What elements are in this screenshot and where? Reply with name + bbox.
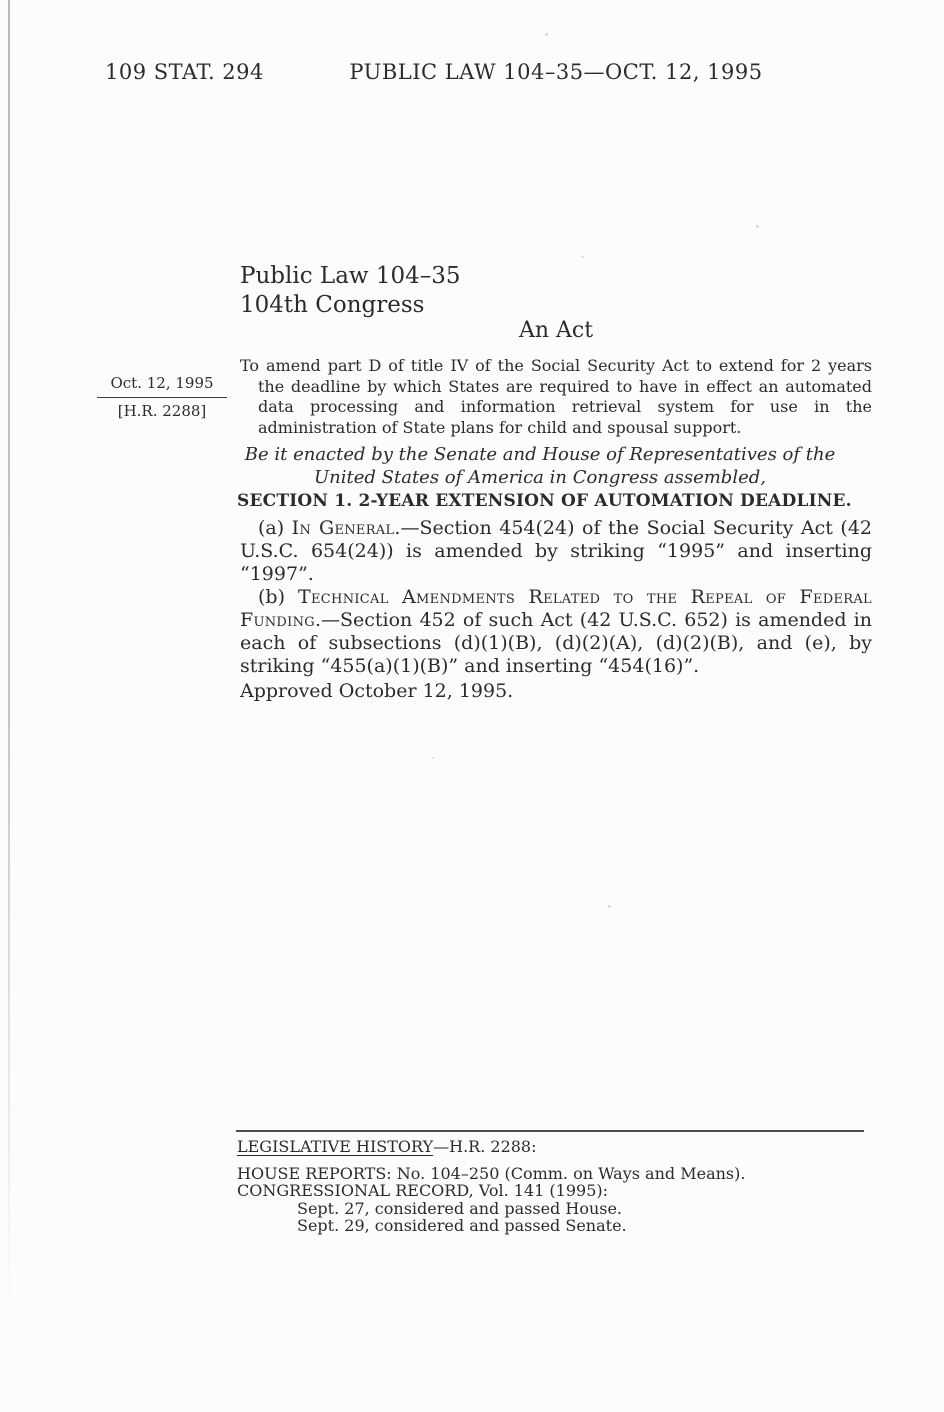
- law-title-block: [240, 262, 461, 320]
- legislative-history-heading-underlined: LEGISLATIVE HISTORY: [237, 1137, 434, 1156]
- legislative-history-heading-rest: —H.R. 2288:: [433, 1137, 537, 1156]
- scan-speck: [608, 905, 611, 908]
- record-house-line: Sept. 27, considered and passed House.: [297, 1198, 623, 1218]
- scan-edge-artifact: [8, 0, 10, 1310]
- subsection-a-smallcaps-title: In General: [291, 517, 395, 539]
- legislative-history-heading: [237, 1138, 877, 1156]
- approved-line: Approved October 12, 1995.: [240, 680, 514, 702]
- subsection-b-text: .—Section 452 of such Act (42 U.S.C. 652) is amended in each of subsections (d)(1)(B), (d)(2)(A), (d)(2)(B), and (e), by striking “455(a)(1)(B)” and inserting “454(16)”.: [240, 609, 872, 677]
- margin-sidenotes: [97, 374, 227, 421]
- subsection-b: [240, 586, 872, 678]
- sidenote-bill-number: [H.R. 2288]: [117, 402, 207, 420]
- scan-speck: [756, 225, 759, 228]
- scan-speck: [432, 757, 434, 759]
- record-senate-line: Sept. 29, considered and passed Senate.: [297, 1216, 627, 1235]
- stat-page-number: 109 STAT. 294: [105, 60, 264, 84]
- section-1-heading: SECTION 1. 2-YEAR EXTENSION OF AUTOMATION DEADLINE.: [237, 491, 852, 511]
- subsection-a-text: .—Section 454(24) of the Social Security Act (42 U.S.C. 654(24)) is amended by striking “1995” and inserting “1997”.: [240, 517, 872, 585]
- legislative-history: [237, 1138, 877, 1235]
- house-reports-line: HOUSE REPORTS: No. 104–250 (Comm. on Ways and Means).: [237, 1163, 746, 1183]
- preamble-text: To amend part D of title IV of the Social Security Act to extend for 2 years the deadline by which States are required to have in effect an automated data processing and information retrieval system for use in the administration of State plans for child and spousal support.: [240, 356, 872, 437]
- subsection-b-smallcaps-title: Technical Amendments Related to the Repeal of Federal Funding: [240, 586, 872, 631]
- congress-line: 104th Congress: [240, 292, 425, 318]
- subsection-a-label: (a): [258, 517, 292, 539]
- subsection-b-label: (b): [258, 586, 299, 608]
- subsection-a: [240, 517, 872, 586]
- law-number-line: Public Law 104–35: [240, 263, 461, 289]
- running-head-title: PUBLIC LAW 104–35—OCT. 12, 1995: [349, 60, 763, 84]
- legislative-history-rule: [236, 1130, 864, 1132]
- scan-speck: [545, 33, 548, 36]
- section-1-body: [240, 517, 872, 678]
- sidenote-date: Oct. 12, 1995: [97, 374, 227, 398]
- act-heading: An Act: [518, 318, 594, 343]
- enacting-clause: Be it enacted by the Senate and House of Representatives of the United States of America in Congress assembled,: [244, 444, 836, 488]
- scan-speck: [581, 256, 584, 258]
- congressional-record-line: CONGRESSIONAL RECORD, Vol. 141 (1995):: [237, 1181, 608, 1200]
